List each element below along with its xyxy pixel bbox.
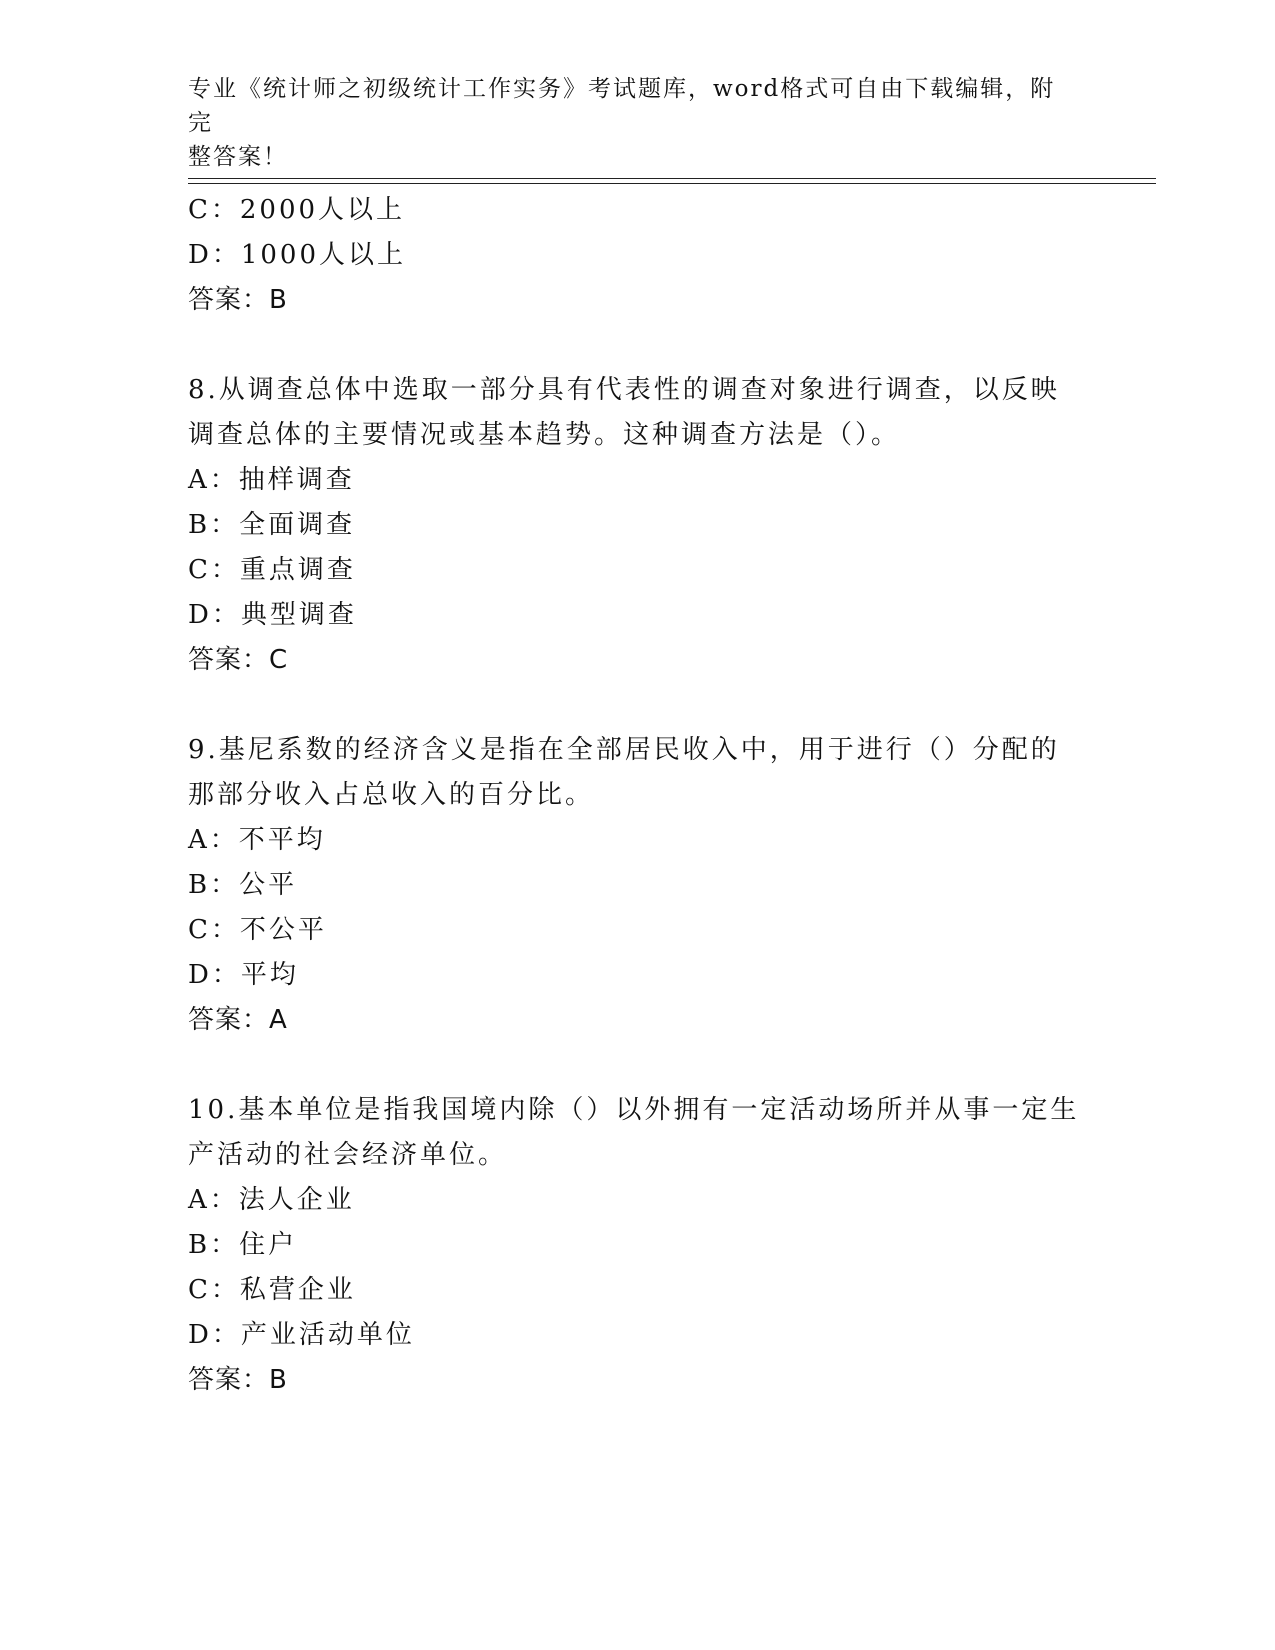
q8-option-d: D：典型调查 [188,600,357,630]
q8-option-a: A：抽样调查 [188,465,355,495]
header-line-2: 整答案！ [188,144,288,170]
q8-stem-line-1: 8.从调查总体中选取一部分具有代表性的调查对象进行调查，以反映 [188,375,1060,405]
document-header [188,72,1068,174]
header-line-1: 专业《统计师之初级统计工作实务》考试题库，word格式可自由下载编辑，附完 [188,76,1056,136]
q9-option-c: C：不公平 [188,915,327,945]
prev-answer: 答案：B [188,285,288,315]
q8-stem-line-2: 调查总体的主要情况或基本趋势。这种调查方法是（）。 [188,420,901,450]
header-divider-top [188,178,1156,179]
q8-option-c: C：重点调查 [188,555,356,585]
q9-option-a: A：不平均 [188,825,326,855]
q10-option-b: B：住户 [188,1230,298,1260]
prev-option-d: D：1000人以上 [188,240,407,270]
prev-option-c: C：2000人以上 [188,195,406,225]
q9-option-b: B：公平 [188,870,298,900]
header-divider-bottom [188,183,1156,184]
q10-option-c: C：私营企业 [188,1275,356,1305]
q9-answer: 答案：A [188,1005,288,1035]
q9-stem-line-2: 那部分收入占总收入的百分比。 [188,780,595,810]
q9-option-d: D：平均 [188,960,299,990]
q10-stem-line-1: 10.基本单位是指我国境内除（）以外拥有一定活动场所并从事一定生 [188,1095,1080,1125]
q8-option-b: B：全面调查 [188,510,356,540]
q10-stem-line-2: 产活动的社会经济单位。 [188,1140,508,1170]
q8-answer: 答案：C [188,645,289,675]
q10-option-d: D：产业活动单位 [188,1320,415,1350]
q10-option-a: A：法人企业 [188,1185,355,1215]
q10-answer: 答案：B [188,1365,288,1395]
q9-stem-line-1: 9.基尼系数的经济含义是指在全部居民收入中，用于进行（）分配的 [188,735,1060,765]
